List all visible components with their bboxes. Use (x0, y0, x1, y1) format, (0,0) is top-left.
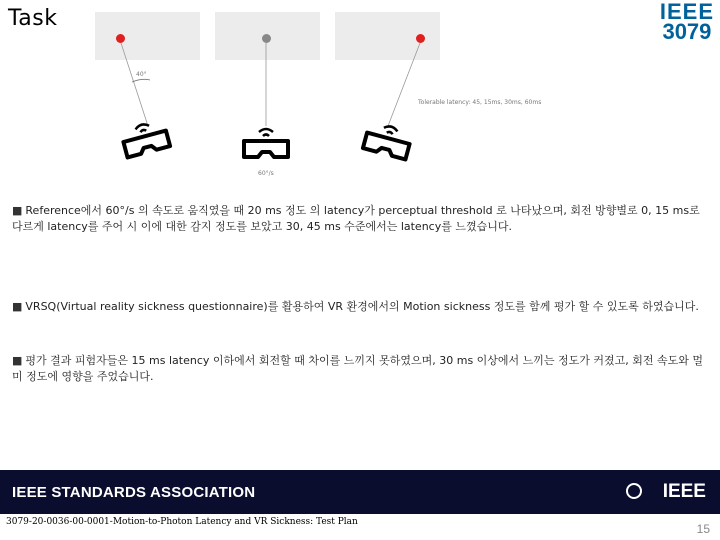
sightline-svg (0, 0, 720, 200)
ieee-wordmark: IEEE (662, 481, 706, 502)
bullet-item (12, 353, 707, 385)
logo-line1: IEEE (659, 0, 714, 24)
latency-label: Tolerable latency: 45, 15ms, 30ms, 60ms (418, 99, 542, 106)
angle-label: 40° (136, 71, 147, 78)
bullet-marker: ■ (12, 204, 23, 217)
angle-arc (132, 79, 150, 82)
bullet-text: Reference에서 60°/s 의 속도로 움직였을 때 20 ms 정도 의 latency가 perceptual threshold 로 나타났으며, 회전 방향별로 0, 15 ms로 다르게 latency를 주어 시 이에 대한 감지 정도를 보았고 30, 45 ms 수준에서는 latency를 느꼈습니다. (12, 204, 700, 233)
slide-title: Task (8, 6, 58, 31)
bullet-item (12, 203, 707, 235)
bullet-marker: ■ (12, 354, 23, 367)
page-number: 15 (696, 522, 710, 536)
logo-line2: 3079 (662, 19, 712, 44)
ieee-globe-icon (626, 483, 642, 499)
standards-association-label: IEEE STANDARDS ASSOCIATION (12, 484, 256, 501)
sightline-left (121, 43, 148, 126)
bullet-text: VRSQ(Virtual reality sickness questionnaire)를 활용하여 VR 환경에서의 Motion sickness 정도를 함께 평가 할 수 있도록 하였습니다. (25, 300, 699, 313)
bullet-marker: ■ (12, 300, 23, 313)
footer-bar (0, 470, 720, 514)
bullet-item (12, 299, 707, 315)
speed-label: 60°/s (258, 170, 274, 177)
sightline-right (388, 43, 420, 126)
vr-headset-right-icon (363, 121, 413, 159)
bullet-text: 평가 결과 피험자들은 15 ms latency 이하에서 회전할 때 차이를 느끼지 못하였으며, 30 ms 이상에서 느끼는 정도가 커졌고, 회전 속도와 멀미 정도에 영향을 주었습니다. (12, 354, 704, 383)
vr-headset-left-icon (120, 119, 170, 157)
document-footer: 3079-20-0036-00-0001-Motion-to-Photon Latency and VR Sickness: Test Plan (6, 517, 358, 527)
vr-headset-center-icon (244, 129, 288, 157)
